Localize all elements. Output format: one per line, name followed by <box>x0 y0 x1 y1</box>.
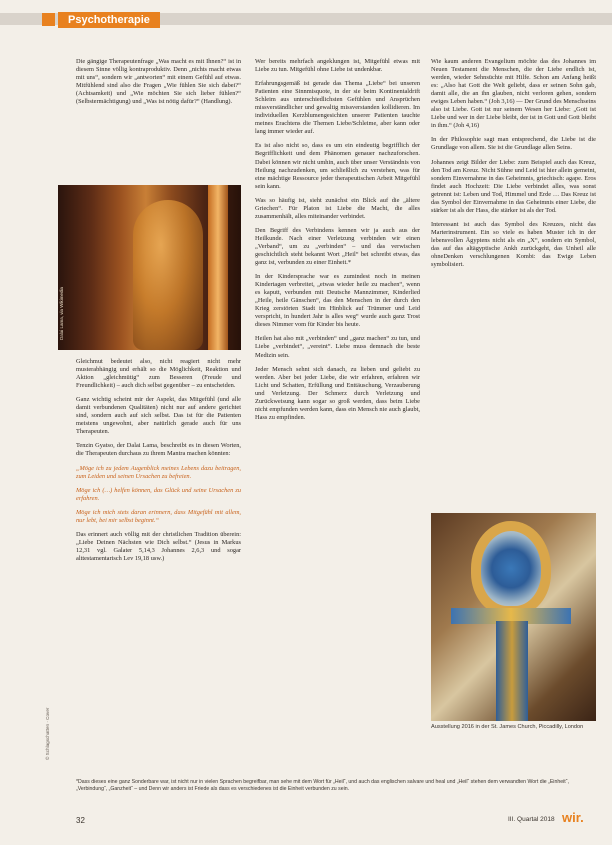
photo-credit: Dalai Lama, via Wikimedia <box>59 286 64 340</box>
side-credit: © Schlagschatten · Cover <box>45 707 50 760</box>
ankh-stem-shape <box>496 621 528 721</box>
paragraph: Die gängige Therapeutenfrage „Was macht es mit Ihnen?“ ist in diesem Sinne völlig kontraproduktiv. Denn „nichts macht etwas mit uns“, sondern wir „antworten“ mit einem Gefühl auf etwas. Mitfühlend sind also die Fragen „Wie fühlen Sie sich dabei?“ (Achtsamkeit) und „Wie möchten Sie sich lieber fühlen?“ (Selbstermächtigung) und „Was ist nötig dafür?“ (Handlung). <box>76 58 241 106</box>
paragraph: In der Kindersprache war es zumindest noch in meinen Kindertagen verbreitet, „etwas wieder heile zu machen“, wenn es kaputt, verbunden mit Deutsche Mannzimmer, Kinderlied „Heile, heile Gänschen“, das den Menschen in der durch den Krieg zerstörten Stadt im Hinblick auf Trümmer und Leid verspricht, in hundert Jahr is alles weg“ wurde auch ganz Trost dieses Nimmer vom für Kinder bis heute. <box>255 273 420 329</box>
paragraph: Heilen hat also mit „verbinden“ und „ganz machen“ zu tun, und Liebe „verbindet“, „vereint“. Liebe muss demnach die beste Medizin sein. <box>255 335 420 359</box>
magazine-logo: wir. <box>562 810 584 825</box>
column-1-top <box>76 58 241 112</box>
column-1-bottom <box>76 358 241 569</box>
footnote: *Dass dieses eine ganz Sonderbare war, ist nicht nur in vielen Sprachen begreifbar, man sehe mit dem Wort für „Heil“, und auch das englischen salvare und heal und „Heil“ stehen dem verwandten Wort die „Einheit“, „Verbindung“, „Ganzheit“ – und Denn wir anders ist Friede als dass es verschiedenes ist die Einheit verbunden zu sein. <box>76 779 569 792</box>
paragraph: Erfahrungsgemäß ist gerade das Thema „Liebe“ bei unseren Patienten eine Sinnmisquote, in der sie beim Kontinentaldrift Schleim aus unterschiedlichsten Gefühlen und Ansprüchen missverständlicher und gewaltig missverstanden kollidieren. Im individuellen Kerzblumengesichten unserer Patienten tauchte meines Erachtens die Themen Liebe/Schleime, aber kann oder lang immer wieder auf. <box>255 80 420 136</box>
column-2 <box>255 58 420 428</box>
paragraph: Jeder Mensch sehnt sich danach, zu lieben und geliebt zu werden. Aber bei jeder Liebe, die wir erfahren, erfahren wir Licht und Schatten, Erfüllung und Enttäuschung, Verzauberung und Verletzung. Der Schmerz durch Verletzung und Zurückweisung kann sogar so groß werden, dass beim Liebe nicht empfunden werden kann, dass ein Mensch nie auch glaubt, Hass zu empfinden. <box>255 365 420 421</box>
paragraph: Das erinnert auch völlig mit der christlichen Tradition überein: „Liebe Deinen Nächsten wie Dich selbst.“ (Jesus in Markus 12,31 vgl. Galater 5,14,3 Johannes 2,6,3 und sogar alttestamentarisch Lev 19,18 usw.) <box>76 530 241 562</box>
quote-line: „Möge ich zu jedem Augenblick meines Lebens dazu beitragen, zum Leiden und seinen Ursachen zu befreien. <box>76 464 241 480</box>
column-3 <box>431 58 596 275</box>
quote-line: Möge ich mich stets daran erinnern, dass Mitgefühl mit allem, nur lebt, bei mir selbst beginnt.“ <box>76 508 241 524</box>
page-number: 32 <box>76 816 85 825</box>
quote-line: Möge ich (…) helfen können, das Glück und seine Ursachen zu erfahren. <box>76 486 241 502</box>
temple-pillar-shape <box>208 185 228 350</box>
paragraph: Was so häufig ist, sieht zunächst ein Blick auf die „ältere Griechen“. Für Platon ist Liebe die Macht, die alles zusammenhält, alles miteinander verbindet. <box>255 196 420 220</box>
paragraph: Den Begriff des Verbindens kennen wir ja auch aus der Heilkunde. Nach einer Verletzung verbinden wir einen „Verband“, um zu „verbinden“ – und das verwischen geschichtlich steht bekannt Wort „Heil“ bei schreibt etwas, das ganz ist, verbunden zu einer Einheit.* <box>255 226 420 267</box>
ankh-loop-shape <box>471 521 551 616</box>
buddha-photo <box>58 185 241 350</box>
paragraph: Es ist also nicht so, dass es um ein eindeutig begrifflich der Begrifflichkeit und dem Phänomen genauer nachzuforschen. Dabei können wir nicht umhin, auch über unser Verständnis von Heilung nachzudenken, um schließlich zu verstehen, was für eine mächtige Ressource jeder therapeutischen Arbeit Mitgefühl sein kann. <box>255 142 420 190</box>
photo-caption: Ausstellung 2016 in der St. James Church, Piccadilly, London <box>431 724 584 730</box>
paragraph: Johannes zeigt Bilder der Liebe: zum Beispiel auch das Kreuz, den Tod am Kreuz. Nicht Sühne und Leid ist hier allein gemeint, sondern Einvernahme in das Geheimnis, griechisch: agape. Eros findet auch Hochzeit: Die Liebe verbindet alles, was sonst getrennt ist: Leben und Tod, Himmel und Erde … Das Kreuz ist das Symbol der Einvernahme in das Geheimnis einer Liebe, die stärker ist als der Hass, die stärker ist als der Tod. <box>431 158 596 214</box>
paragraph: Wer bereits mehrfach angeklungen ist, Mitgefühl etwas mit Liebe zu tun. Mitgefühl ohne Liebe ist undenkbar. <box>255 58 420 74</box>
paragraph: Ganz wichtig scheint mir der Aspekt, das Mitgefühl (und alle damit verbundenen Qualitäten) nicht nur auf andere gerichtet sind, sondern auch auf sich selbst. Das ist für die Patienten meistens ungewohnt, aber natürlich gerade auch für uns Therapeuten. <box>76 396 241 436</box>
paragraph: In der Philosophie sagt man entsprechend, die Liebe ist die Grundlage von allem. Sie ist die Grundlage allen Seins. <box>431 136 596 152</box>
section-label: Psychotherapie <box>58 12 160 28</box>
ankh-sculpture-photo <box>431 513 596 721</box>
section-marker <box>42 13 55 26</box>
paragraph: Tenzin Gyatso, der Dalai Lama, beschreibt es in diesen Worten, die Therapeuten durchaus zu ihrem Mantra machen könnten: <box>76 442 241 458</box>
paragraph: Interessant ist auch das Symbol des Kreuzes, nicht das Marterinstrument. Ein so viele es haben Muster ich in der lebensvollen Ägyptens nicht als ein „X“, sondern ein Symbol, das auf das altägyptische Ankh zurückgeht, das Unheil alle ohneDenken verschlungenen Kombi: das Ewige Leben symbolisiert. <box>431 220 596 269</box>
buddha-statue-shape <box>133 200 203 350</box>
issue-label: III. Quartal 2018 <box>508 816 555 823</box>
paragraph: Gleichmut bedeutet also, nicht reagiert nicht mehr musterabhängig und erhält so die Möglichkeit, Reaktion und Aktion „gleichmütig“ zum Besseren (Freude und Freundlichkeit) – auch dich selbst gegenüber – zu entscheiden. <box>76 358 241 390</box>
paragraph: Wie kaum anderen Evangelium möchte das des Johannes im Neuen Testament die Menschen, die der Liebe endlich ist, werden, wieder Sehnsüchte mit Hilfe. Schon am Anfang heißt es: „Also hat Gott die Welt geliebt, dass er seinen Sohn gab, damit alle, die an ihn glauben, nicht verloren gehen, sondern ewiges Leben haben.“ (Joh 3,16) — Der Grund des Menschseins also ist Liebe. Gott ist nur seinem Wesen her Liebe: „Gott ist Liebe und wer in der Liebe bleibt, der ist in Gott und Gott bleibt in ihm.“ (Joh 4,16) <box>431 58 596 130</box>
